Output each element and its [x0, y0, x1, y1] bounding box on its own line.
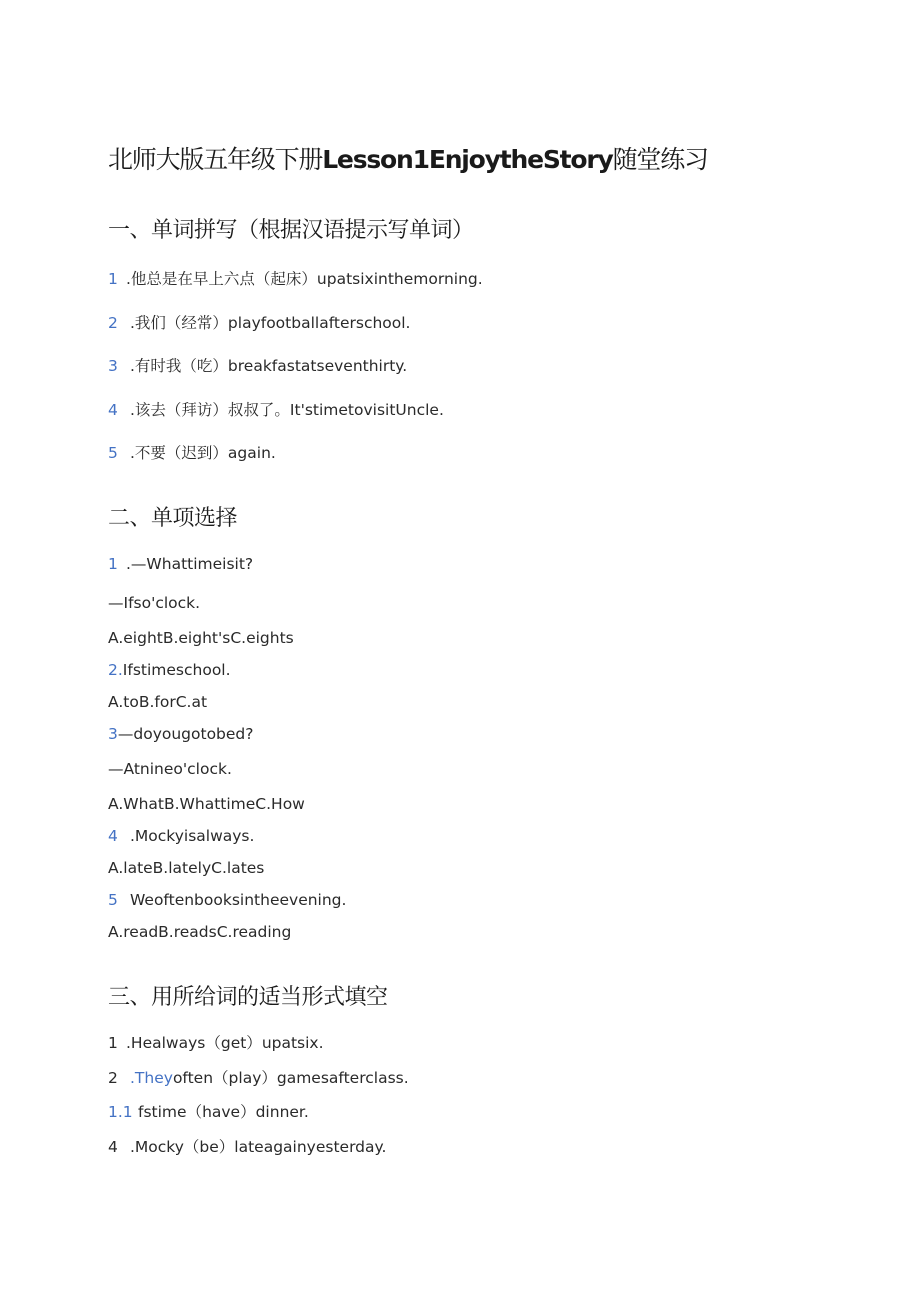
s2-q4	[108, 827, 254, 845]
item-text: .不要（迟到）again.	[130, 444, 276, 462]
title-lesson: Lesson1EnjoytheStory	[322, 145, 613, 174]
question-text: .Mockyisalways.	[130, 827, 255, 845]
section1-heading: 一、单词拼写（根据汉语提示写单词）	[108, 218, 474, 243]
s2-q5	[108, 891, 346, 909]
s1-item-2	[108, 311, 410, 333]
s3-item-4	[108, 1135, 386, 1157]
item-pre: fstime	[138, 1103, 187, 1121]
question-text: —doyougotobed?	[117, 725, 254, 743]
question-text: Weoftenbooksintheevening.	[130, 891, 347, 909]
item-post: lateagainyesterday.	[234, 1138, 387, 1156]
s2-q2	[108, 661, 231, 679]
s1-item-4	[108, 398, 444, 420]
item-number: 2.	[108, 661, 123, 679]
s2-q3	[108, 725, 254, 743]
item-number: 5	[108, 891, 118, 909]
item-post: upatsix.	[261, 1034, 324, 1052]
question-text: Ifstimeschool.	[122, 661, 231, 679]
s3-item-3	[108, 1100, 309, 1122]
item-word: （get）	[205, 1034, 262, 1052]
s2-q1	[108, 555, 253, 573]
item-number: 1	[108, 1034, 118, 1052]
item-word: （be）	[183, 1138, 235, 1156]
item-pre: .Mocky	[130, 1138, 184, 1156]
item-pre2: often	[172, 1069, 214, 1087]
item-pre: .Healways	[126, 1034, 206, 1052]
s1-item-3	[108, 354, 407, 376]
item-post: dinner.	[255, 1103, 309, 1121]
question-text: .—Whattimeisit?	[126, 555, 254, 573]
title-prefix: 北师大版五年级下册	[108, 145, 323, 174]
item-text: .他总是在早上六点（起床）upatsixinthemorning.	[126, 270, 483, 288]
item-number: 5	[108, 444, 118, 462]
item-text: .有时我（吃）breakfastatseventhirty.	[130, 357, 408, 375]
s2-q3-reply: —Atnineo'clock.	[108, 760, 232, 778]
s2-q5-options: A.readB.readsC.reading	[108, 923, 292, 941]
s3-item-2	[108, 1066, 409, 1088]
item-number: 3	[108, 357, 118, 375]
item-number: 1	[108, 270, 118, 288]
s2-q1-options: A.eightB.eight'sC.eights	[108, 629, 294, 647]
item-text: .该去（拜访）叔叔了。It'stimetovisitUncle.	[130, 401, 444, 419]
item-number: 2	[108, 314, 118, 332]
s2-q3-options: A.WhatB.WhattimeC.How	[108, 795, 305, 813]
item-number: 1	[108, 555, 118, 573]
item-number: 1.1	[108, 1103, 133, 1121]
item-text: .我们（经常）playfootballafterschool.	[130, 314, 411, 332]
item-word: （play）	[213, 1069, 277, 1087]
item-word: （have）	[186, 1103, 256, 1121]
s1-item-5	[108, 441, 276, 463]
item-number: 3	[108, 725, 118, 743]
item-number: 2	[108, 1069, 118, 1087]
s3-item-1	[108, 1031, 324, 1053]
s2-q4-options: A.lateB.latelyC.lates	[108, 859, 265, 877]
item-pre: .They	[130, 1069, 173, 1087]
item-number: 4	[108, 401, 118, 419]
title-suffix: 随堂练习	[612, 145, 708, 174]
item-post: gamesafterclass.	[276, 1069, 409, 1087]
section3-heading: 三、用所给词的适当形式填空	[108, 985, 388, 1010]
page-title	[108, 140, 708, 176]
section2-heading: 二、单项选择	[108, 506, 238, 531]
s2-q1-reply: —Ifso'clock.	[108, 594, 201, 612]
s1-item-1	[108, 267, 483, 289]
item-number: 4	[108, 827, 118, 845]
s2-q2-options: A.toB.forC.at	[108, 693, 208, 711]
item-number: 4	[108, 1138, 118, 1156]
